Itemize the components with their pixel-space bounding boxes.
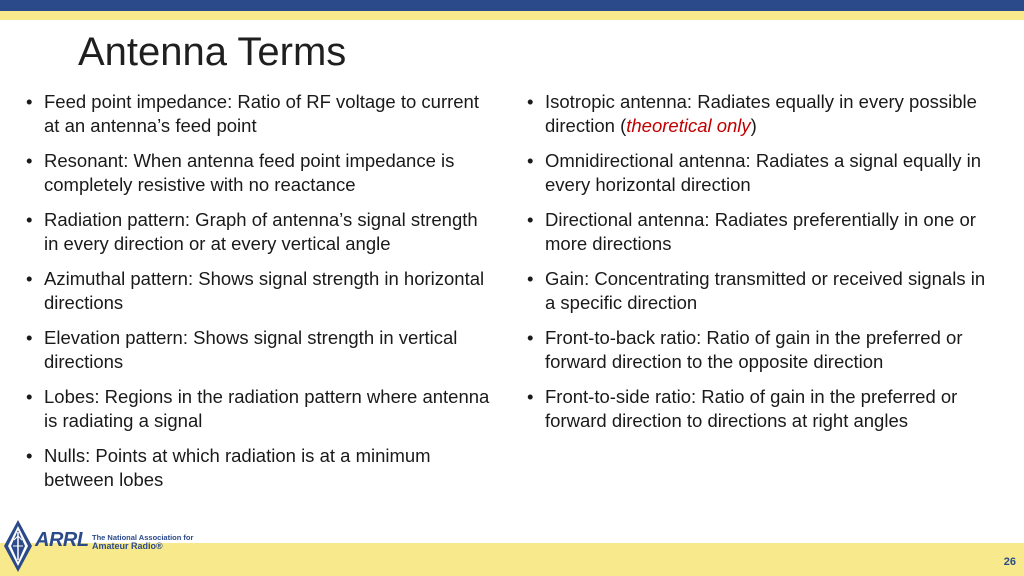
bullet-icon: •: [527, 91, 534, 112]
bullet-icon: •: [26, 209, 33, 230]
list-item: • Elevation pattern: Shows signal strength in vertical directions: [26, 327, 458, 372]
list-item: • Directional antenna: Radiates preferentially in one or more directions: [527, 209, 976, 254]
bullet-icon: •: [26, 91, 33, 112]
bullet-icon: •: [26, 445, 33, 466]
top-navy-band: [0, 0, 1024, 11]
list-item: • Front-to-back ratio: Ratio of gain in the preferred or forward direction to the opposite direction: [527, 327, 963, 372]
bullet-icon: •: [527, 268, 534, 289]
list-item: • Gain: Concentrating transmitted or received signals in a specific direction: [527, 268, 986, 313]
slide-title: Antenna Terms: [78, 30, 347, 74]
arrl-tagline: The National Association for Amateur Radio®: [92, 533, 194, 551]
page-number: 26: [1003, 556, 1016, 568]
bullet-icon: •: [527, 386, 534, 407]
right-bullet-list: [525, 90, 995, 444]
list-item: • Radiation pattern: Graph of antenna’s signal strength in every direction or at every vertical angle: [26, 209, 478, 254]
left-bullet-list: [24, 90, 494, 503]
list-item: • Omnidirectional antenna: Radiates a signal equally in every horizontal direction: [527, 150, 982, 195]
list-item: • Nulls: Points at which radiation is at a minimum between lobes: [26, 445, 431, 490]
list-item: • Resonant: When antenna feed point impedance is completely resistive with no reactance: [26, 150, 455, 195]
bullet-icon: •: [527, 150, 534, 171]
top-yellow-band: [0, 11, 1024, 20]
bullet-icon: •: [527, 327, 534, 348]
list-item: • Front-to-side ratio: Ratio of gain in the preferred or forward direction to directions at right angles: [527, 386, 958, 431]
bullet-icon: •: [26, 327, 33, 348]
bullet-icon: •: [26, 150, 33, 171]
list-item: • Feed point impedance: Ratio of RF voltage to current at an antenna’s feed point: [26, 91, 479, 136]
bullet-icon: •: [26, 268, 33, 289]
list-item: • Lobes: Regions in the radiation pattern where antenna is radiating a signal: [26, 386, 490, 431]
bullet-icon: •: [26, 386, 33, 407]
bullet-icon: •: [527, 209, 534, 230]
list-item: • Azimuthal pattern: Shows signal strength in horizontal directions: [26, 268, 485, 313]
list-item: • Isotropic antenna: Radiates equally in every possible direction (theoretical only): [527, 91, 977, 136]
theoretical-emphasis: theoretical only: [626, 115, 751, 136]
arrl-logo-text: ARRL: [35, 529, 89, 551]
